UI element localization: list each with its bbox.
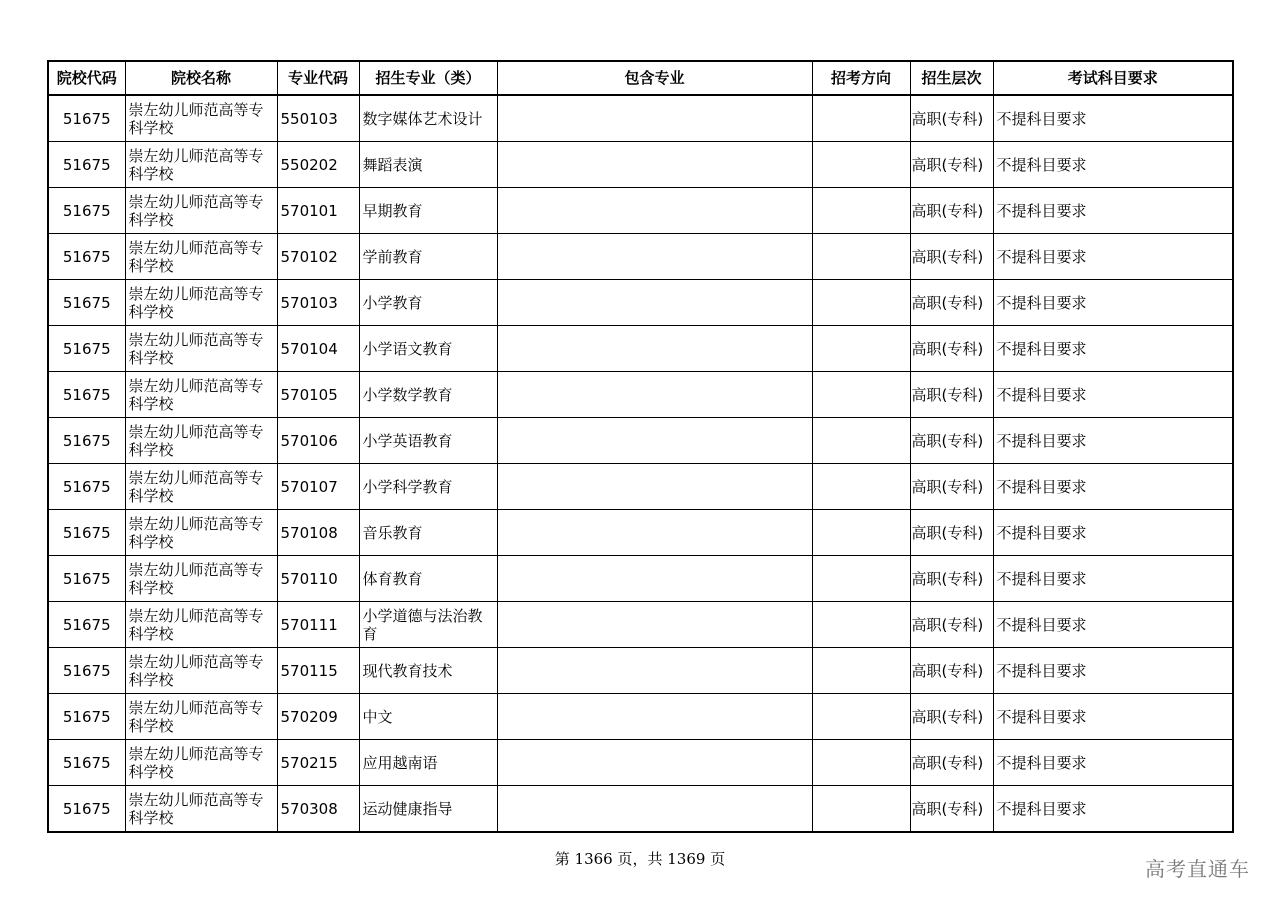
cell-level: 高职(专科) <box>910 694 993 740</box>
cell-major-code: 570104 <box>277 326 359 372</box>
header-major: 招生专业（类） <box>359 61 497 95</box>
cell-included-majors <box>497 556 812 602</box>
table-row <box>48 234 1233 280</box>
cell-level: 高职(专科) <box>910 740 993 786</box>
table-row <box>48 464 1233 510</box>
cell-exam-requirement: 不提科目要求 <box>993 694 1233 740</box>
cell-school-code: 51675 <box>48 326 125 372</box>
cell-exam-requirement: 不提科目要求 <box>993 188 1233 234</box>
cell-major: 运动健康指导 <box>359 786 497 833</box>
cell-school-name: 崇左幼儿师范高等专科学校 <box>125 694 277 740</box>
cell-included-majors <box>497 326 812 372</box>
cell-direction <box>812 556 910 602</box>
cell-major: 数字媒体艺术设计 <box>359 95 497 142</box>
table-row <box>48 740 1233 786</box>
cell-major-code: 550103 <box>277 95 359 142</box>
table-row <box>48 648 1233 694</box>
cell-exam-requirement: 不提科目要求 <box>993 510 1233 556</box>
cell-school-code: 51675 <box>48 510 125 556</box>
cell-included-majors <box>497 418 812 464</box>
cell-included-majors <box>497 786 812 833</box>
cell-major: 音乐教育 <box>359 510 497 556</box>
cell-direction <box>812 510 910 556</box>
cell-school-code: 51675 <box>48 95 125 142</box>
cell-major: 小学科学教育 <box>359 464 497 510</box>
cell-direction <box>812 234 910 280</box>
admissions-table <box>47 60 1234 833</box>
cell-major-code: 570209 <box>277 694 359 740</box>
cell-major: 中文 <box>359 694 497 740</box>
cell-school-code: 51675 <box>48 556 125 602</box>
cell-level: 高职(专科) <box>910 95 993 142</box>
cell-major-code: 570102 <box>277 234 359 280</box>
cell-major-code: 570215 <box>277 740 359 786</box>
cell-direction <box>812 602 910 648</box>
watermark: 高考直通车 <box>1145 857 1250 881</box>
header-major-code: 专业代码 <box>277 61 359 95</box>
table-row <box>48 556 1233 602</box>
cell-major: 小学数学教育 <box>359 372 497 418</box>
cell-major: 早期教育 <box>359 188 497 234</box>
cell-major: 应用越南语 <box>359 740 497 786</box>
cell-school-name: 崇左幼儿师范高等专科学校 <box>125 464 277 510</box>
cell-major: 小学教育 <box>359 280 497 326</box>
cell-school-name: 崇左幼儿师范高等专科学校 <box>125 556 277 602</box>
cell-major-code: 550202 <box>277 142 359 188</box>
cell-level: 高职(专科) <box>910 602 993 648</box>
cell-major-code: 570101 <box>277 188 359 234</box>
cell-level: 高职(专科) <box>910 326 993 372</box>
cell-major: 小学道德与法治教育 <box>359 602 497 648</box>
cell-direction <box>812 648 910 694</box>
cell-level: 高职(专科) <box>910 372 993 418</box>
table-row <box>48 418 1233 464</box>
cell-major-code: 570115 <box>277 648 359 694</box>
header-school-code: 院校代码 <box>48 61 125 95</box>
cell-level: 高职(专科) <box>910 418 993 464</box>
cell-major: 小学语文教育 <box>359 326 497 372</box>
cell-school-code: 51675 <box>48 740 125 786</box>
page-footer: 第 1366 页，共 1369 页 <box>554 850 726 868</box>
cell-level: 高职(专科) <box>910 142 993 188</box>
cell-major-code: 570111 <box>277 602 359 648</box>
cell-included-majors <box>497 694 812 740</box>
cell-exam-requirement: 不提科目要求 <box>993 740 1233 786</box>
cell-direction <box>812 372 910 418</box>
admissions-table-container <box>47 60 1232 833</box>
cell-level: 高职(专科) <box>910 648 993 694</box>
cell-exam-requirement: 不提科目要求 <box>993 95 1233 142</box>
cell-major: 现代教育技术 <box>359 648 497 694</box>
table-row <box>48 372 1233 418</box>
header-exam-requirement: 考试科目要求 <box>993 61 1233 95</box>
cell-major-code: 570107 <box>277 464 359 510</box>
cell-school-code: 51675 <box>48 648 125 694</box>
cell-level: 高职(专科) <box>910 464 993 510</box>
table-row <box>48 694 1233 740</box>
cell-direction <box>812 280 910 326</box>
cell-school-name: 崇左幼儿师范高等专科学校 <box>125 188 277 234</box>
cell-school-name: 崇左幼儿师范高等专科学校 <box>125 648 277 694</box>
cell-school-name: 崇左幼儿师范高等专科学校 <box>125 142 277 188</box>
cell-level: 高职(专科) <box>910 510 993 556</box>
cell-school-name: 崇左幼儿师范高等专科学校 <box>125 740 277 786</box>
table-row <box>48 786 1233 833</box>
cell-school-name: 崇左幼儿师范高等专科学校 <box>125 510 277 556</box>
cell-level: 高职(专科) <box>910 188 993 234</box>
cell-level: 高职(专科) <box>910 280 993 326</box>
table-row <box>48 142 1233 188</box>
cell-included-majors <box>497 142 812 188</box>
cell-direction <box>812 418 910 464</box>
table-row <box>48 510 1233 556</box>
cell-level: 高职(专科) <box>910 234 993 280</box>
cell-exam-requirement: 不提科目要求 <box>993 602 1233 648</box>
table-row <box>48 95 1233 142</box>
table-row <box>48 326 1233 372</box>
cell-direction <box>812 95 910 142</box>
cell-direction <box>812 188 910 234</box>
cell-exam-requirement: 不提科目要求 <box>993 326 1233 372</box>
cell-direction <box>812 464 910 510</box>
cell-school-name: 崇左幼儿师范高等专科学校 <box>125 95 277 142</box>
cell-major: 学前教育 <box>359 234 497 280</box>
cell-exam-requirement: 不提科目要求 <box>993 280 1233 326</box>
cell-exam-requirement: 不提科目要求 <box>993 142 1233 188</box>
header-direction: 招考方向 <box>812 61 910 95</box>
cell-major: 舞蹈表演 <box>359 142 497 188</box>
cell-school-code: 51675 <box>48 142 125 188</box>
header-included-majors: 包含专业 <box>497 61 812 95</box>
cell-major: 体育教育 <box>359 556 497 602</box>
cell-included-majors <box>497 602 812 648</box>
cell-school-code: 51675 <box>48 694 125 740</box>
cell-included-majors <box>497 510 812 556</box>
cell-exam-requirement: 不提科目要求 <box>993 464 1233 510</box>
cell-direction <box>812 326 910 372</box>
table-row <box>48 188 1233 234</box>
cell-included-majors <box>497 95 812 142</box>
cell-school-code: 51675 <box>48 602 125 648</box>
cell-exam-requirement: 不提科目要求 <box>993 234 1233 280</box>
cell-level: 高职(专科) <box>910 786 993 833</box>
cell-school-code: 51675 <box>48 786 125 833</box>
cell-direction <box>812 694 910 740</box>
cell-school-code: 51675 <box>48 280 125 326</box>
cell-school-name: 崇左幼儿师范高等专科学校 <box>125 234 277 280</box>
table-body <box>48 95 1233 832</box>
cell-major-code: 570110 <box>277 556 359 602</box>
cell-included-majors <box>497 234 812 280</box>
cell-major-code: 570103 <box>277 280 359 326</box>
cell-included-majors <box>497 188 812 234</box>
cell-included-majors <box>497 648 812 694</box>
cell-school-name: 崇左幼儿师范高等专科学校 <box>125 326 277 372</box>
table-row <box>48 280 1233 326</box>
table-header-row <box>48 61 1233 95</box>
table-row <box>48 602 1233 648</box>
cell-school-name: 崇左幼儿师范高等专科学校 <box>125 372 277 418</box>
cell-exam-requirement: 不提科目要求 <box>993 786 1233 833</box>
cell-direction <box>812 740 910 786</box>
cell-level: 高职(专科) <box>910 556 993 602</box>
cell-direction <box>812 786 910 833</box>
cell-major-code: 570108 <box>277 510 359 556</box>
cell-school-name: 崇左幼儿师范高等专科学校 <box>125 280 277 326</box>
cell-major: 小学英语教育 <box>359 418 497 464</box>
cell-major-code: 570105 <box>277 372 359 418</box>
cell-school-name: 崇左幼儿师范高等专科学校 <box>125 786 277 833</box>
cell-included-majors <box>497 280 812 326</box>
cell-school-code: 51675 <box>48 372 125 418</box>
cell-major-code: 570308 <box>277 786 359 833</box>
cell-school-name: 崇左幼儿师范高等专科学校 <box>125 602 277 648</box>
cell-school-code: 51675 <box>48 418 125 464</box>
cell-school-name: 崇左幼儿师范高等专科学校 <box>125 418 277 464</box>
cell-exam-requirement: 不提科目要求 <box>993 372 1233 418</box>
cell-included-majors <box>497 464 812 510</box>
header-school-name: 院校名称 <box>125 61 277 95</box>
cell-school-code: 51675 <box>48 234 125 280</box>
cell-included-majors <box>497 740 812 786</box>
cell-exam-requirement: 不提科目要求 <box>993 556 1233 602</box>
cell-school-code: 51675 <box>48 188 125 234</box>
cell-included-majors <box>497 372 812 418</box>
cell-direction <box>812 142 910 188</box>
cell-exam-requirement: 不提科目要求 <box>993 648 1233 694</box>
cell-school-code: 51675 <box>48 464 125 510</box>
header-level: 招生层次 <box>910 61 993 95</box>
cell-major-code: 570106 <box>277 418 359 464</box>
cell-exam-requirement: 不提科目要求 <box>993 418 1233 464</box>
